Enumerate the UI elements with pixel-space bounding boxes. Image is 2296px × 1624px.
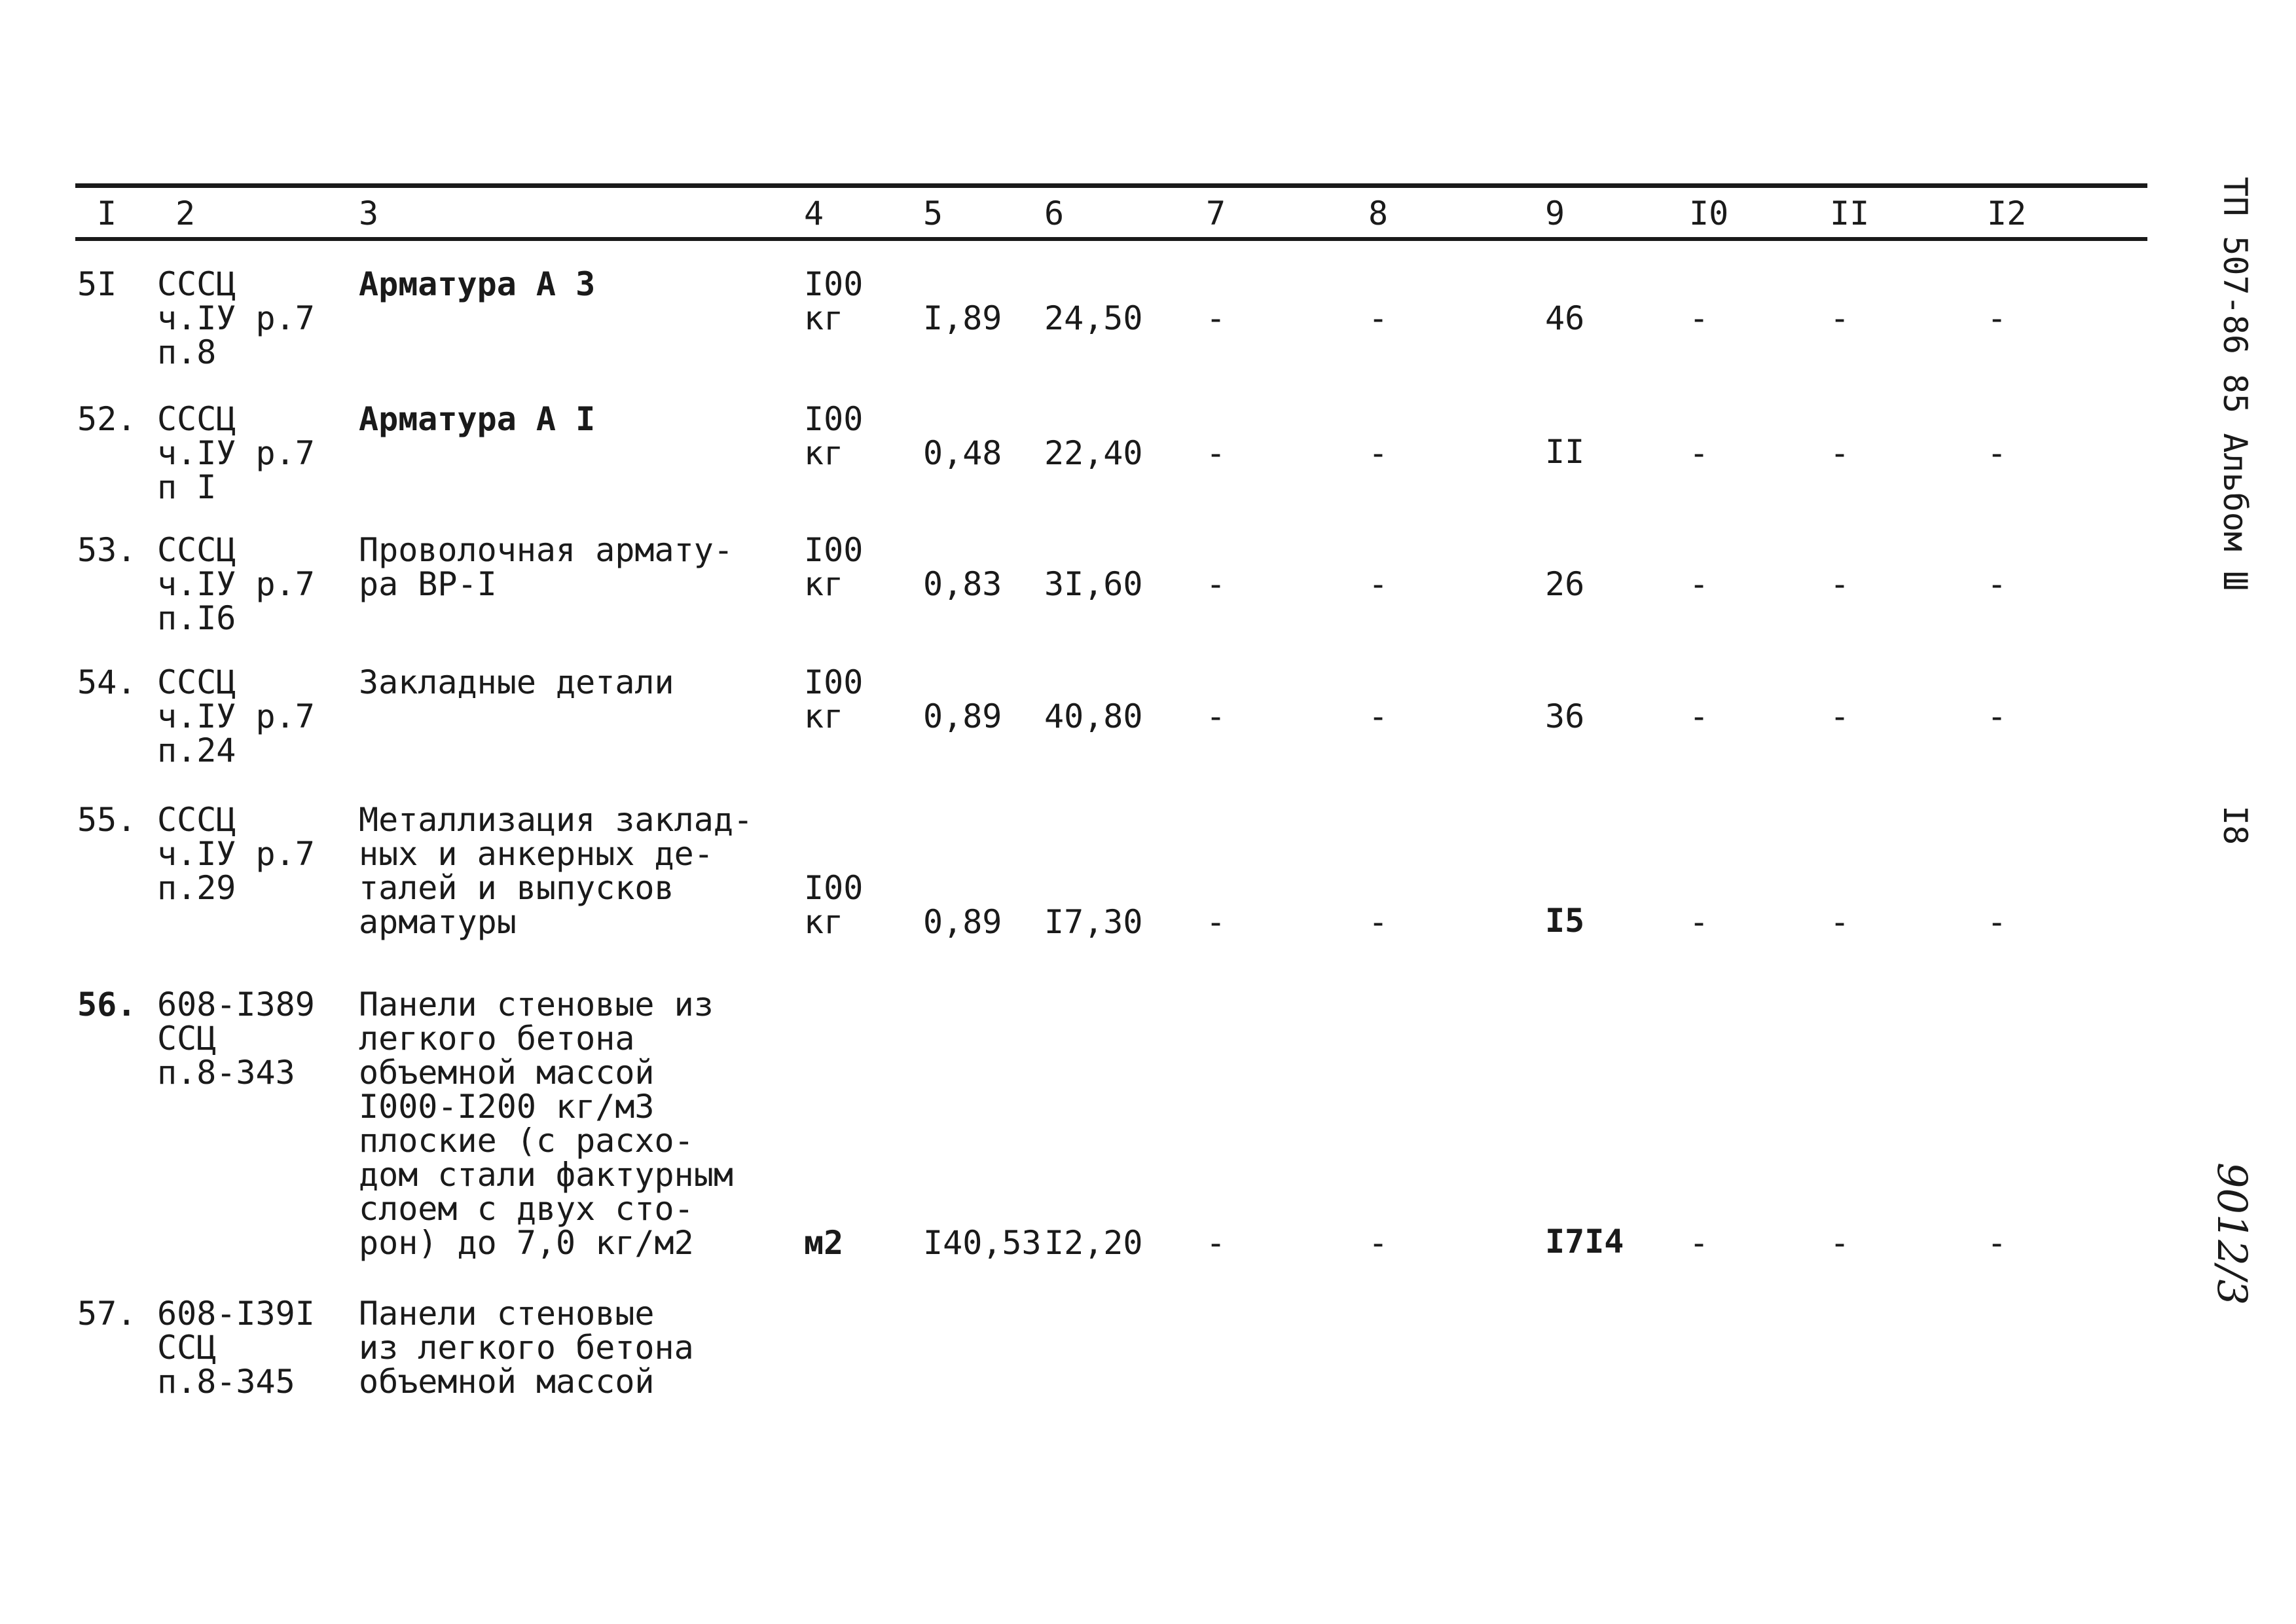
row-col-11: - <box>1830 1224 1850 1262</box>
row-col-10: - <box>1689 565 1709 603</box>
row-reference: СССЦ ч.IУ р.7 п I <box>157 400 315 506</box>
row-col-8: - <box>1368 565 1389 603</box>
row-number: 57. <box>77 1295 137 1333</box>
row-col-11: - <box>1830 299 1850 337</box>
row-col-10: - <box>1689 903 1709 941</box>
row-col-10: - <box>1689 697 1709 735</box>
row-unit: I00 кг <box>804 265 864 337</box>
row-reference: СССЦ ч.IУ р.7 п.24 <box>157 663 315 769</box>
row-item-name: Арматура А I <box>359 400 596 438</box>
header-col-6: 6 <box>1044 194 1065 232</box>
row-item-name: Панели стеновые из легкого бетона объемной массой <box>359 1295 694 1401</box>
header-col-5: 5 <box>923 194 943 232</box>
header-col-2: 2 <box>175 194 196 232</box>
row-col-12: - <box>1987 903 2007 941</box>
row-reference: СССЦ ч.IУ р.7 п.29 <box>157 801 315 907</box>
row-number: 53. <box>77 531 137 569</box>
row-col-11: - <box>1830 903 1850 941</box>
row-number: 52. <box>77 400 137 438</box>
row-col-7: - <box>1206 565 1226 603</box>
row-col-9: 46 <box>1545 299 1585 337</box>
row-col-9: 36 <box>1545 697 1585 735</box>
page-number: I8 <box>2216 805 2254 845</box>
header-col-8: 8 <box>1368 194 1389 232</box>
row-col-5: 0,89 <box>923 903 1002 941</box>
row-reference: СССЦ ч.IУ р.7 п.I6 <box>157 531 315 637</box>
row-col-12: - <box>1987 434 2007 472</box>
handwritten-archive-number: 9012/3 <box>2208 1162 2256 1306</box>
row-col-10: - <box>1689 434 1709 472</box>
row-unit: м2 <box>804 1224 844 1262</box>
row-col-9: I5 <box>1545 902 1585 940</box>
table-header-rule <box>75 237 2147 241</box>
row-col-6: I2,20 <box>1044 1224 1143 1262</box>
row-col-5: 0,83 <box>923 565 1002 603</box>
header-col-4: 4 <box>804 194 824 232</box>
row-unit: I00 кг <box>804 531 864 603</box>
row-number: 5I <box>77 265 117 303</box>
header-col-9: 9 <box>1545 194 1565 232</box>
row-col-9: I7I4 <box>1545 1223 1624 1261</box>
document-code: ТП 507-86 85 Альбом Ш <box>2216 177 2254 591</box>
row-number: 56. <box>77 986 137 1024</box>
row-number: 55. <box>77 801 137 839</box>
row-col-11: - <box>1830 697 1850 735</box>
row-item-name: Металлизация заклад- ных и анкерных де- талей и выпусков арматуры <box>359 801 754 941</box>
row-number: 54. <box>77 663 137 701</box>
header-col-10: I0 <box>1689 194 1729 232</box>
row-col-5: I,89 <box>923 299 1002 337</box>
row-item-name: Панели стеновые из легкого бетона объемной массой I000-I200 кг/м3 плоские (с расхо- дом стали фактурным слоем с двух сто- рон) до 7,0 кг/м2 <box>359 986 733 1262</box>
row-col-11: - <box>1830 434 1850 472</box>
row-unit: I00 кг <box>804 869 864 941</box>
row-reference: 608-I39I ССЦ п.8-345 <box>157 1295 315 1401</box>
row-item-name: Закладные детали <box>359 663 674 701</box>
table-top-rule <box>75 183 2147 188</box>
row-col-7: - <box>1206 1224 1226 1262</box>
row-col-11: - <box>1830 565 1850 603</box>
header-col-11: II <box>1830 194 1870 232</box>
row-reference: 608-I389 ССЦ п.8-343 <box>157 986 315 1092</box>
row-col-6: 3I,60 <box>1044 565 1143 603</box>
row-col-8: - <box>1368 434 1389 472</box>
header-col-12: I2 <box>1987 194 2027 232</box>
row-col-12: - <box>1987 1224 2007 1262</box>
row-reference: СССЦ ч.IУ р.7 п.8 <box>157 265 315 371</box>
row-col-7: - <box>1206 434 1226 472</box>
row-col-6: 40,80 <box>1044 697 1143 735</box>
row-item-name: Проволочная армату- ра ВР-I <box>359 531 733 603</box>
row-col-10: - <box>1689 1224 1709 1262</box>
row-col-7: - <box>1206 903 1226 941</box>
row-col-9: II <box>1545 433 1585 471</box>
row-col-7: - <box>1206 299 1226 337</box>
header-col-7: 7 <box>1206 194 1226 232</box>
row-col-5: I40,53 <box>923 1224 1042 1262</box>
row-col-6: 24,50 <box>1044 299 1143 337</box>
header-col-3: 3 <box>359 194 379 232</box>
row-col-9: 26 <box>1545 565 1585 603</box>
row-col-8: - <box>1368 299 1389 337</box>
row-col-8: - <box>1368 903 1389 941</box>
row-unit: I00 кг <box>804 400 864 472</box>
row-col-6: 22,40 <box>1044 434 1143 472</box>
row-col-12: - <box>1987 299 2007 337</box>
row-col-5: 0,48 <box>923 434 1002 472</box>
row-col-6: I7,30 <box>1044 903 1143 941</box>
row-col-7: - <box>1206 697 1226 735</box>
header-col-1: I <box>97 194 117 232</box>
row-col-8: - <box>1368 697 1389 735</box>
row-col-10: - <box>1689 299 1709 337</box>
row-col-8: - <box>1368 1224 1389 1262</box>
row-col-12: - <box>1987 697 2007 735</box>
row-item-name: Арматура А 3 <box>359 265 596 303</box>
row-col-12: - <box>1987 565 2007 603</box>
row-unit: I00 кг <box>804 663 864 735</box>
row-col-5: 0,89 <box>923 697 1002 735</box>
